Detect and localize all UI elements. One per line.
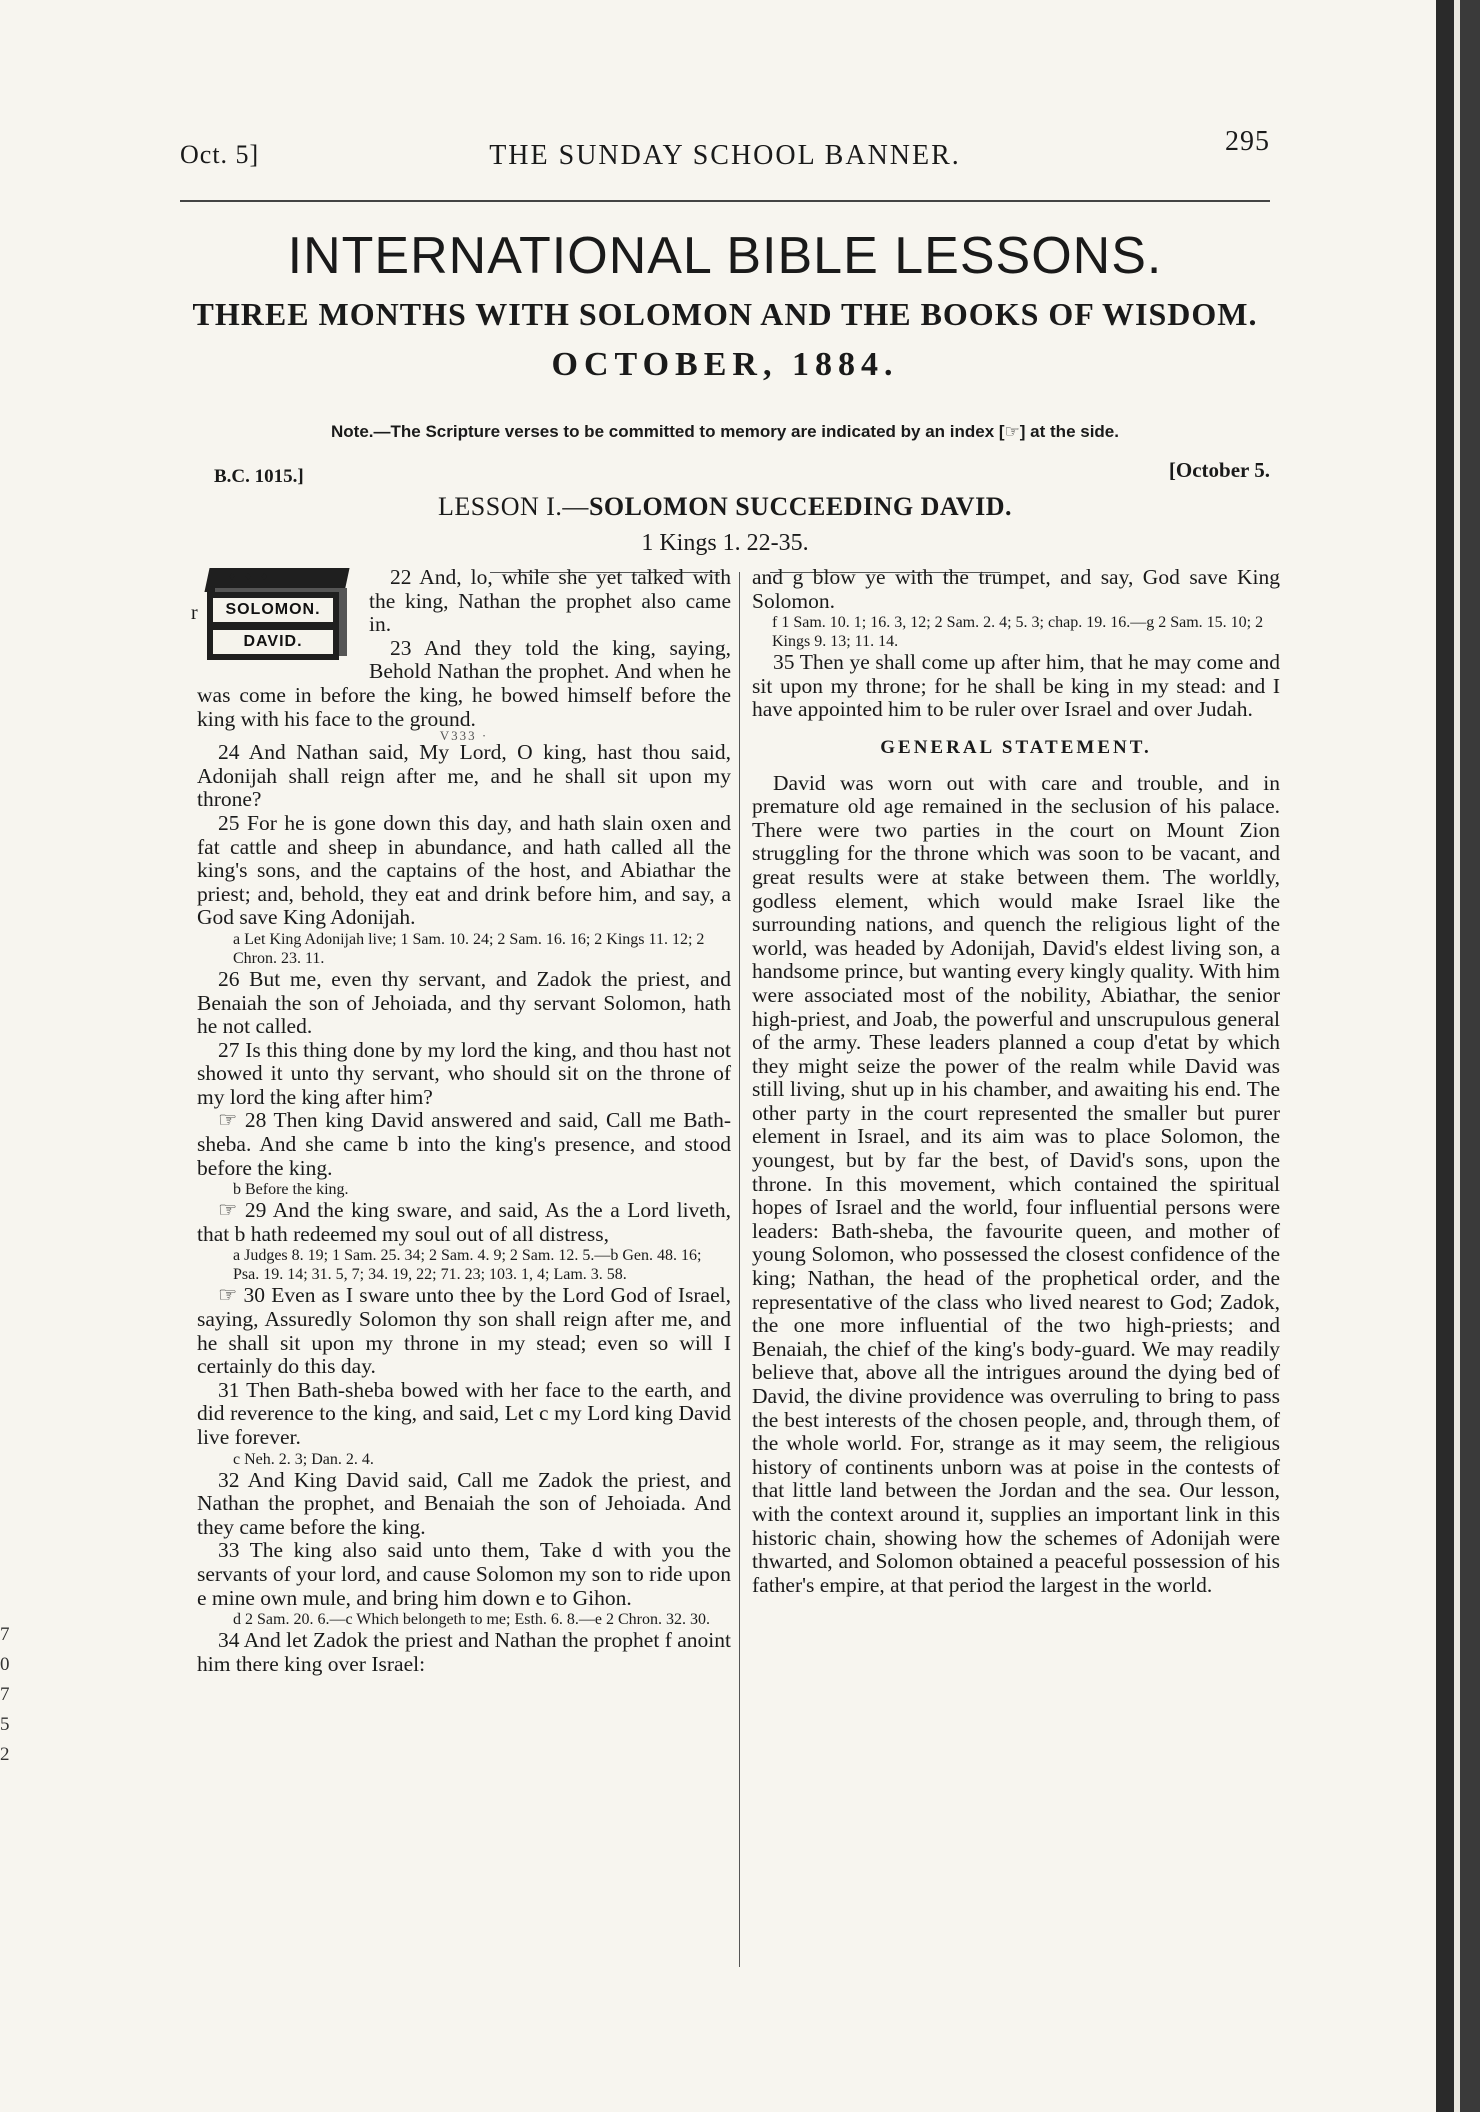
footnote: d 2 Sam. 20. 6.—c Which belongeth to me; Esth. 6. 8.—e 2 Chron. 32. 30. xyxy=(233,1611,710,1629)
page-number: 295 xyxy=(1225,126,1270,157)
footnote: a Let King Adonijah live; 1 Sam. 10. 24; 2 Sam. 16. 16; 2 Kings 11. 12; 2 Chron. 23. 11. xyxy=(233,930,705,967)
section-heading: GENERAL STATEMENT. xyxy=(880,736,1152,758)
verse-25: 25 For he is gone down this day, and hath slain oxen and fat cattle and sheep in abundance, and hath called all the king's sons, and the captains of the host, and Abiathar the priest; and, behold, they eat and drink before him, and say, a God save King Adonijah. xyxy=(197,810,731,930)
right-column xyxy=(752,566,1280,1597)
issue-month: OCTOBER, 1884. xyxy=(551,346,899,383)
verse-32: 32 And King David said, Call me Zadok the priest, and Nathan the prophet, and Benaiah the son of Jehoiada. And they came before the king. xyxy=(197,1467,731,1539)
footnote: f 1 Sam. 10. 1; 16. 3, 12; 2 Sam. 2. 4; 5. 3; chap. 19. 16.—g 2 Sam. 15. 10; 2 Kings 9. 13; 11. 14. xyxy=(772,614,1264,651)
memory-verse-note: Note.—The Scripture verses to be committed to memory are indicated by an index [☞] at the side. xyxy=(331,422,1119,441)
footnote: a Judges 8. 19; 1 Sam. 25. 34; 2 Sam. 4. 9; 2 Sam. 12. 5.—b Gen. 48. 16; Psa. 19. 14; 31. 5, 7; 34. 19, 22; 71. 23; 103. 1, 4; Lam. 3. 58. xyxy=(233,1247,702,1284)
column-divider xyxy=(739,572,740,1967)
running-head xyxy=(180,126,1270,176)
emblem-label-solomon: SOLOMON. xyxy=(213,598,333,622)
crown-icon: ♦♦♦ xyxy=(229,569,278,583)
verse-29: ☞ 29 And the king sware, and said, As the a Lord liveth, that b hath redeemed my soul out of all distress, xyxy=(197,1198,731,1246)
lesson-heading xyxy=(180,492,1270,522)
lesson-number: LESSON I.— xyxy=(438,492,589,521)
margin-marks xyxy=(0,1620,14,1770)
emblem-label-david: DAVID. xyxy=(213,630,333,654)
margin-mark: 7 xyxy=(0,1684,10,1705)
verse-33: 33 The king also said unto them, Take d with you the servants of your lord, and cause Solomon my son to ride upon e mine own mule, and bring him down e to Gihon. xyxy=(197,1538,731,1610)
margin-mark: 7 xyxy=(0,1624,10,1645)
page-title: INTERNATIONAL BIBLE LESSONS. xyxy=(287,227,1163,285)
publication-name: THE SUNDAY SCHOOL BANNER. xyxy=(489,140,961,171)
emblem-plaque xyxy=(207,592,339,660)
verse-34: 34 And let Zadok the priest and Nathan the prophet f anoint him there king over Israel: xyxy=(197,1628,731,1676)
lesson-date: [October 5. xyxy=(1168,458,1270,482)
hook-icon: r xyxy=(191,602,198,624)
verse-34-continued: and g blow ye with the trumpet, and say, God save King Solomon. xyxy=(752,565,1280,613)
page-subtitle: THREE MONTHS WITH SOLOMON AND THE BOOKS OF WISDOM. xyxy=(192,296,1258,332)
scripture-reference: 1 Kings 1. 22-35. xyxy=(641,530,809,556)
footnote: b Before the king. xyxy=(233,1181,349,1199)
margin-mark: 0 xyxy=(0,1654,10,1675)
left-column xyxy=(191,565,731,1676)
verse-23: 23 And they told the king, saying, Behold Nathan the prophet. And when he was come in before the king, he bowed himself before the king with his face to the ground. xyxy=(197,635,731,731)
margin-mark: 5 xyxy=(0,1714,10,1735)
header-date: Oct. 5] xyxy=(180,140,260,169)
solomon-david-emblem xyxy=(191,568,359,672)
verse-31: 31 Then Bath-sheba bowed with her face to the earth, and did reverence to the king, and said, Let c my Lord king David live forever. xyxy=(197,1377,731,1449)
general-statement: David was worn out with care and trouble, and in premature old age remained in the seclusion of his palace. There were two parties in the court on Mount Zion struggling for the throne which was soon to be vacant, and great results were at stake between them. The worldly, godless element, which would make Israel like the surrounding nations, and quench the religious light of the world, was headed by Adonijah, David's eldest living son, a handsome prince, but wanting every kingly quality. With him were associated most of the nobility, Abiathar, the senior high-priest, and Joab, the powerful and unscrupulous general of the army. These leaders planned a coup d'etat by which they might seize the power of the realm while David was still living, shut up in his chamber, and awaiting his end. The other party in the court represented the smaller but purer element in Israel, and its aim was to place Solomon, the youngest, but by far the best, of David's sons, upon the throne. In this movement, which contained the spiritual hopes of Israel and the world, four influential persons were leaders: Bath-sheba, the favourite queen, and mother of young Solomon, who possessed the closest confidence of the king; Nathan, the head of the prophetical order, and the representative of the class who lived nearest to God; Zadok, the one more influential of the two high-priests; and Benaiah, the chief of the king's body-guard. We may readily believe that, above all the intrigues around the dying bed of David, the divine providence was overruling to bring to pass the best interests of the chosen people, and, through them, of the whole world. For, strange as it may seem, the religious history of continents unborn was at poise in the contests of that little land between the Jordan and the sea. Our lesson, with the context around it, supplies an important link in this historic chain, showing how the schemes of Adonijah were thwarted, and Solomon obtained a peaceful possession of his father's empire, at that period the largest in the world. xyxy=(752,770,1280,1597)
verse-24: 24 And Nathan said, My Lord, O king, hast thou said, Adonijah shall reign after me, and he shall sit upon my throne? xyxy=(197,740,731,812)
verse-30: ☞ 30 Even as I sware unto thee by the Lord God of Israel, saying, Assuredly Solomon thy son shall reign after me, and he shall sit upon my throne in my stead; even so will I certainly do this day. xyxy=(197,1283,731,1379)
lesson-title: SOLOMON SUCCEEDING DAVID. xyxy=(588,492,1012,521)
verse-22: 22 And, lo, while she yet talked with the king, Nathan the prophet also came in. xyxy=(369,565,731,637)
verse-27: 27 Is this thing done by my lord the king, and thou hast not showed it unto thy servant, who should sit on the throne of my lord the king after him? xyxy=(197,1037,731,1109)
verse-35: 35 Then ye shall come up after him, that he may come and sit upon my throne; for he shall be king in my stead: and I have appointed him to be ruler over Israel and over Judah. xyxy=(752,650,1280,722)
stray-print-marks: V333 · xyxy=(439,728,489,744)
lesson-date-bc: B.C. 1015.] xyxy=(214,466,304,487)
verse-26: 26 But me, even thy servant, and Zadok the priest, and Benaiah the son of Jehoiada, and thy servant Solomon, hath he not called. xyxy=(197,966,731,1039)
header-rule xyxy=(180,200,1270,202)
footnote: c Neh. 2. 3; Dan. 2. 4. xyxy=(233,1450,374,1468)
page-binding-edge xyxy=(1436,0,1480,2112)
margin-mark: 2 xyxy=(0,1744,10,1765)
verse-28: ☞ 28 Then king David answered and said, Call me Bath-sheba. And she came b into the king's presence, and stood before the king. xyxy=(197,1108,731,1180)
